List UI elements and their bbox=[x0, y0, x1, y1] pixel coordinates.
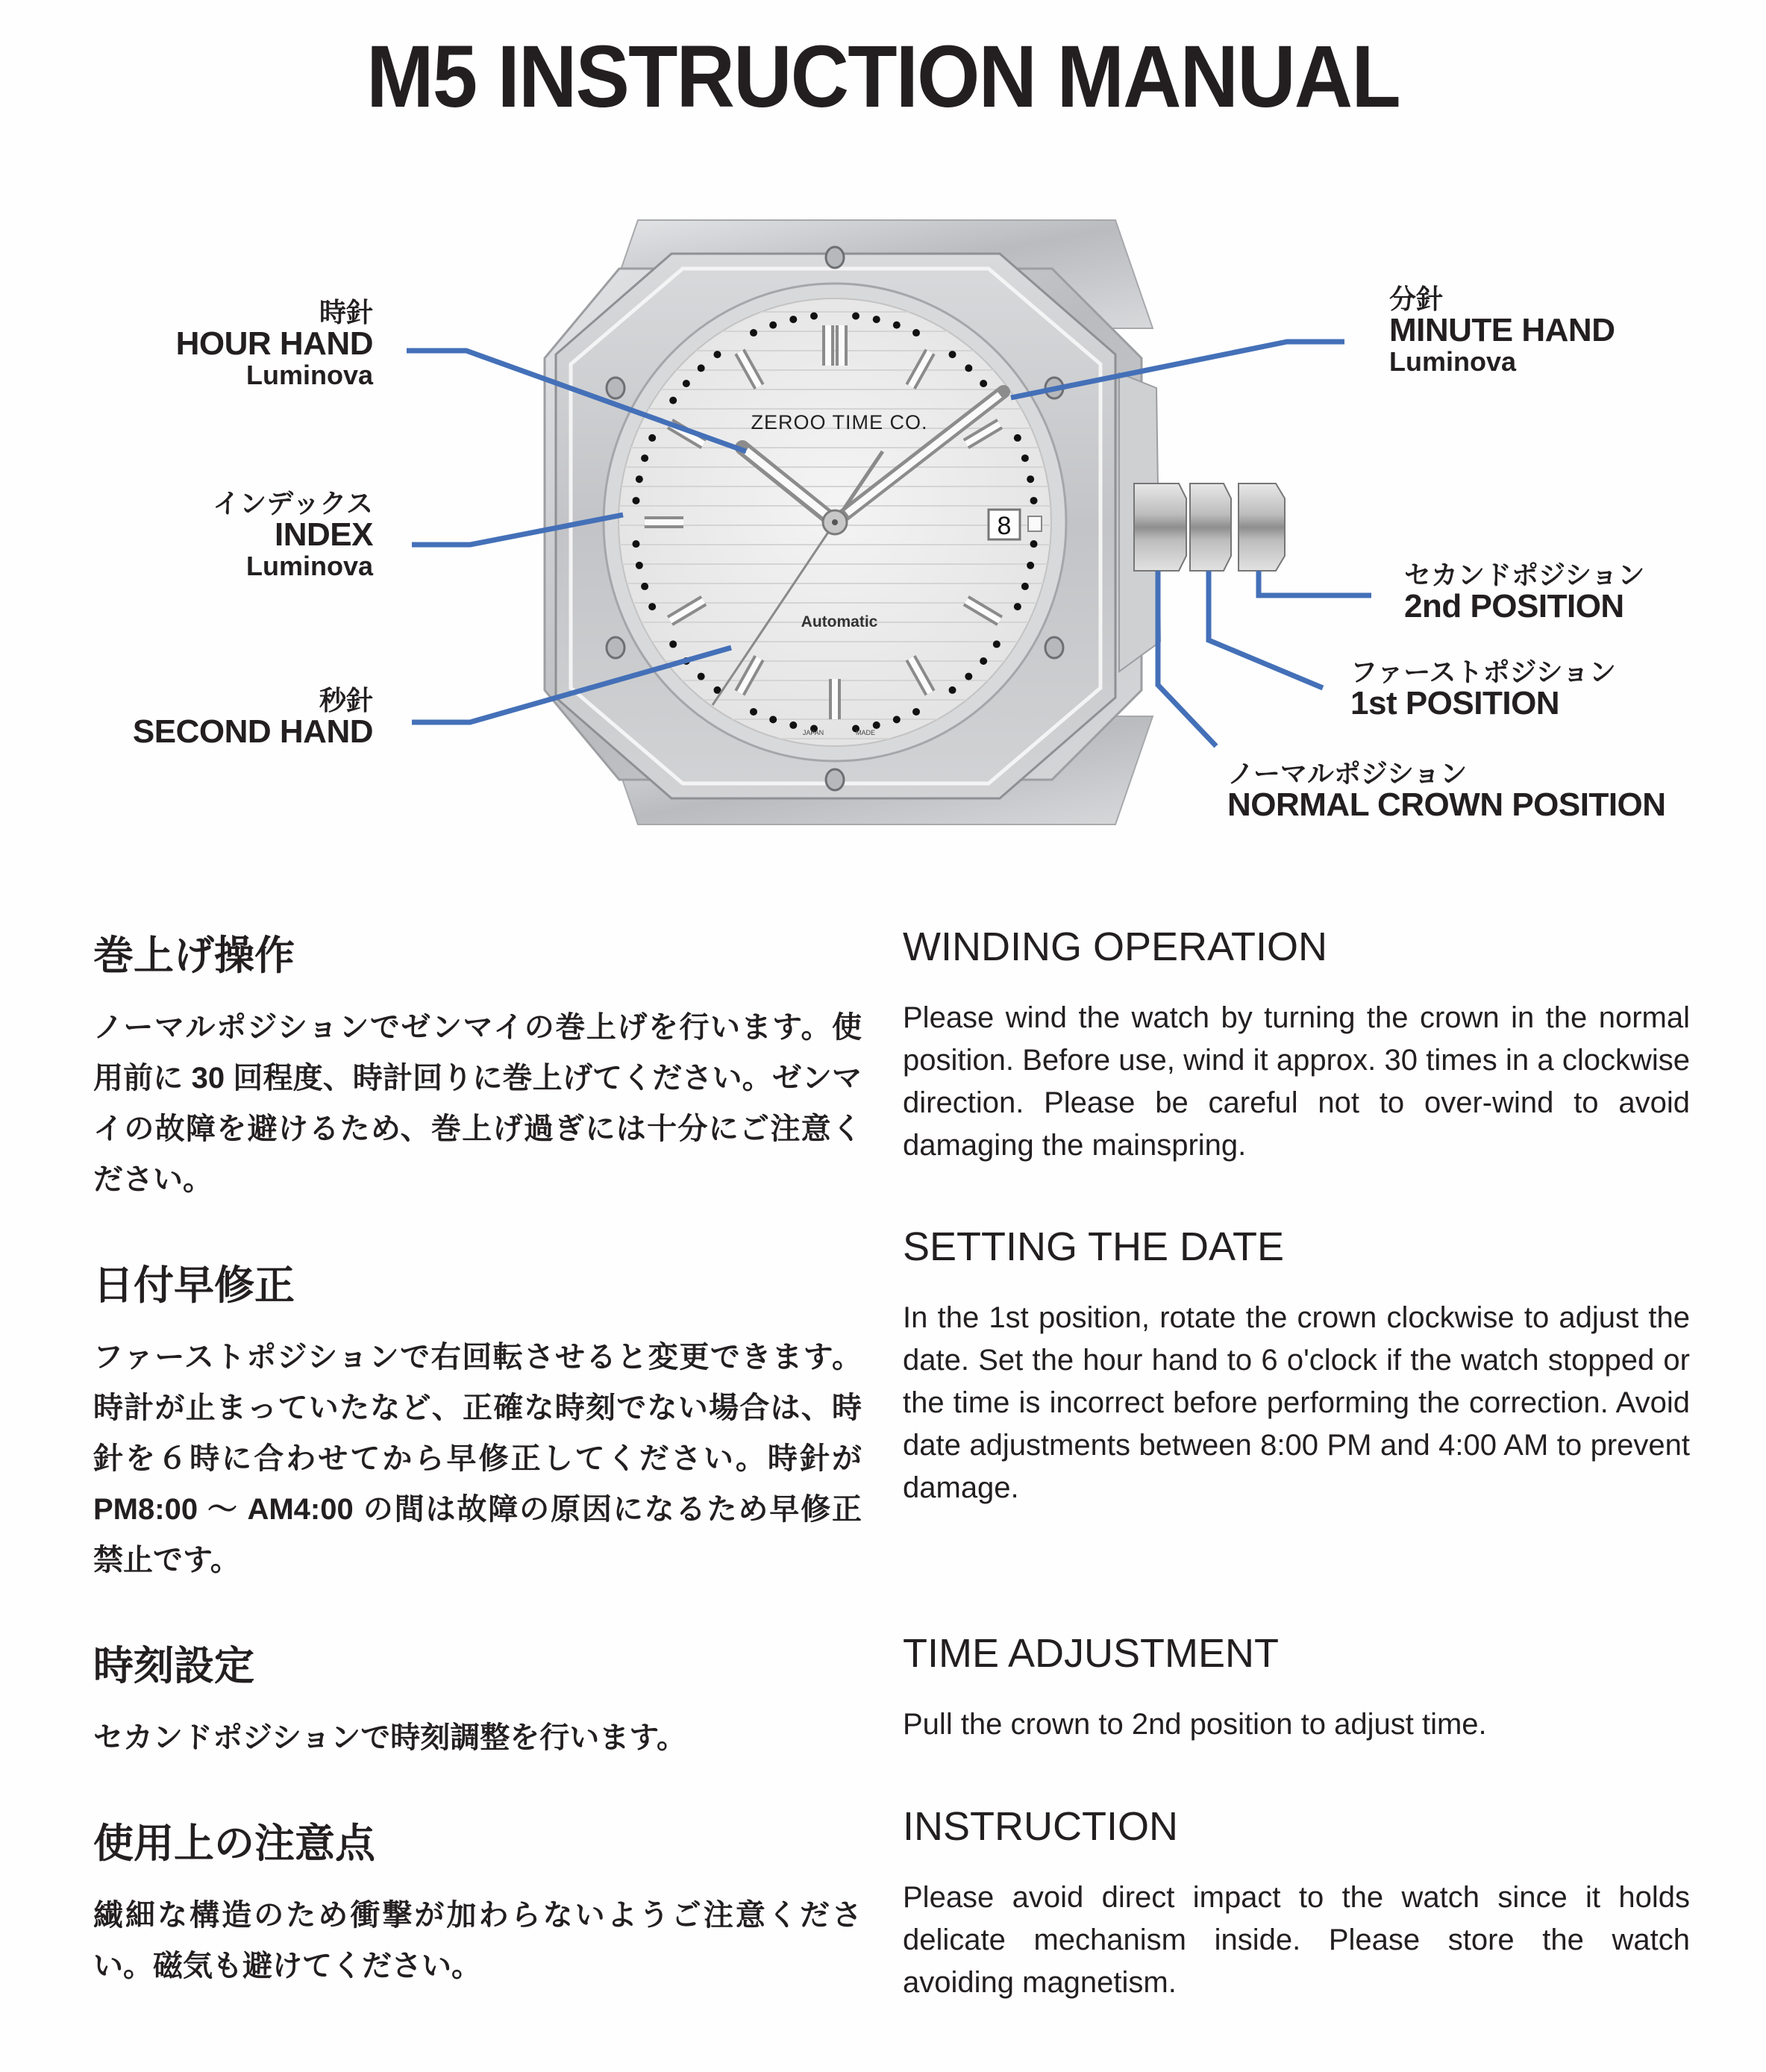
section-body: Please wind the watch by turning the crown in the normal position. Before use, wind it approx. 30 times in a clockwise direction. Please be careful not to over-wind to avoid damaging the mainspring. bbox=[903, 1001, 1690, 1162]
minute-dot bbox=[1027, 562, 1034, 569]
dial-brand: ZEROO TIME CO. bbox=[751, 411, 928, 434]
callout-minute-hand-en: MINUTE HAND bbox=[1389, 311, 1615, 348]
callout-2nd-position-jp: セカンドポジション bbox=[1404, 560, 1645, 590]
minute-dot bbox=[852, 313, 859, 320]
date-value: 8 bbox=[997, 512, 1012, 540]
page-title: M5 INSTRUCTION MANUAL bbox=[366, 28, 1400, 126]
minute-dot bbox=[1014, 603, 1021, 610]
section-heading: 日付早修正 bbox=[93, 1263, 295, 1308]
minute-dot bbox=[965, 673, 972, 680]
callout-index-sub: Luminova bbox=[245, 550, 373, 581]
minute-dot bbox=[810, 313, 818, 320]
section-heading: WINDING OPERATION bbox=[903, 924, 1328, 969]
callout-normal-position bbox=[1227, 760, 1666, 822]
section-heading: INSTRUCTION bbox=[903, 1804, 1178, 1849]
section-body: ファーストポジションで右回転させると変更できます。時計が止まっていたなど、正確な時刻でない場合は、時針を６時に合わせてから早修正してください。時針が PM8:00 ～ AM4:00 の間は故障の原因になるため早修正禁止です。 bbox=[93, 1341, 862, 1577]
section-jp-date bbox=[93, 1253, 862, 1586]
callout-2nd-position bbox=[1404, 561, 1644, 624]
callout-line-1st-position bbox=[1209, 571, 1323, 688]
callout-second-hand bbox=[133, 686, 373, 749]
minute-dot bbox=[750, 708, 757, 716]
minute-dot bbox=[698, 673, 705, 680]
section-body: In the 1st position, rotate the crown clockwise to adjust the date. Set the hour hand to 6 o'clock if the watch stopped or the time is incorrect before performing the correction. Avoid date adjustments between 8:00 PM and 4:00 AM to prevent damage. bbox=[903, 1301, 1690, 1504]
minute-dot bbox=[769, 716, 777, 723]
callout-hour-hand-sub: Luminova bbox=[245, 359, 373, 390]
callout-hour-hand-en: HOUR HAND bbox=[175, 325, 373, 362]
callout-1st-position bbox=[1350, 658, 1616, 721]
callout-minute-hand bbox=[1389, 285, 1615, 376]
callout-normal-position-jp: ノーマルポジション bbox=[1227, 758, 1468, 789]
minute-dot bbox=[1014, 434, 1021, 442]
section-en-instruction bbox=[903, 1803, 1690, 2004]
minute-dot bbox=[648, 603, 656, 610]
section-heading: 時刻設定 bbox=[93, 1644, 254, 1688]
section-en-time bbox=[903, 1630, 1690, 1746]
minute-dot bbox=[893, 322, 901, 329]
section-heading: TIME ADJUSTMENT bbox=[903, 1631, 1280, 1676]
minute-dot bbox=[669, 397, 677, 404]
section-heading: SETTING THE DATE bbox=[903, 1224, 1285, 1269]
minute-dot bbox=[980, 657, 987, 665]
minute-dot bbox=[893, 716, 901, 723]
minute-dot bbox=[912, 329, 920, 337]
minute-dot bbox=[769, 322, 777, 329]
minute-dot bbox=[789, 722, 797, 729]
callout-index bbox=[213, 489, 373, 580]
callout-normal-position-en: NORMAL CROWN POSITION bbox=[1227, 786, 1666, 823]
callout-second-hand-jp: 秒針 bbox=[319, 685, 373, 716]
section-en-winding bbox=[903, 924, 1690, 1167]
dial-automatic: Automatic bbox=[801, 613, 878, 630]
minute-dot bbox=[713, 351, 721, 358]
minute-dot bbox=[1030, 497, 1038, 504]
section-en-date bbox=[903, 1224, 1690, 1509]
callout-index-en: INDEX bbox=[275, 516, 373, 553]
minute-dot bbox=[632, 540, 639, 548]
section-body: ノーマルポジションでゼンマイの巻上げを行います。使用前に 30 回程度、時計回りに巻上げてください。ゼンマイの故障を避けるため、巻上げ過ぎには十分にご注意ください。 bbox=[93, 1011, 862, 1196]
minute-dot bbox=[1021, 454, 1029, 462]
callout-minute-hand-jp: 分針 bbox=[1389, 284, 1444, 314]
callout-hour-hand bbox=[176, 298, 373, 389]
section-body: セカンドポジションで時刻調整を行います。 bbox=[93, 1721, 686, 1754]
minute-dot bbox=[949, 351, 956, 358]
callout-1st-position-en: 1st POSITION bbox=[1350, 684, 1560, 722]
section-heading: 使用上の注意点 bbox=[93, 1821, 375, 1866]
callout-line-2nd-position bbox=[1259, 571, 1371, 595]
minute-dot bbox=[750, 329, 757, 337]
minute-dot bbox=[636, 475, 643, 483]
minute-dot bbox=[683, 380, 690, 387]
minute-dot bbox=[641, 583, 648, 590]
minute-dot bbox=[1027, 475, 1034, 483]
section-jp-winding bbox=[93, 924, 862, 1205]
callout-index-jp: インデックス bbox=[213, 488, 373, 519]
minute-dot bbox=[873, 722, 880, 729]
minute-dot bbox=[789, 316, 797, 323]
minute-dot bbox=[636, 562, 643, 569]
section-body: Pull the crown to 2nd position to adjust time. bbox=[903, 1708, 1487, 1741]
minute-dot bbox=[873, 316, 880, 323]
callout-hour-hand-jp: 時針 bbox=[319, 297, 373, 328]
minute-dot bbox=[698, 364, 705, 372]
minute-dot bbox=[949, 686, 956, 694]
section-jp-time bbox=[93, 1634, 862, 1763]
callout-minute-hand-sub: Luminova bbox=[1389, 345, 1517, 377]
minute-dot bbox=[641, 454, 648, 462]
section-body: 繊細な構造のため衝撃が加わらないようご注意ください。磁気も避けてください。 bbox=[93, 1899, 862, 1982]
dial-footer-japan: JAPAN bbox=[802, 729, 824, 736]
minute-dot bbox=[1021, 583, 1029, 590]
crown-positions bbox=[1134, 483, 1285, 571]
dial-footer-made: MADE bbox=[855, 729, 876, 736]
minute-dot bbox=[980, 380, 987, 387]
minute-dot bbox=[648, 434, 656, 442]
callout-second-hand-en: SECOND HAND bbox=[132, 713, 373, 750]
callout-1st-position-jp: ファーストポジション bbox=[1350, 657, 1616, 687]
section-body: Please avoid direct impact to the watch since it holds delicate mechanism inside. Please store the watch avoiding magnetism. bbox=[903, 1881, 1690, 1999]
callout-2nd-position-en: 2nd POSITION bbox=[1404, 587, 1624, 625]
minute-dot bbox=[669, 640, 677, 648]
minute-dot bbox=[993, 640, 1001, 648]
section-heading: 巻上げ操作 bbox=[93, 933, 295, 978]
minute-dot bbox=[965, 364, 972, 372]
minute-dot bbox=[632, 497, 639, 504]
minute-dot bbox=[912, 708, 920, 716]
minute-dot bbox=[1030, 540, 1038, 548]
section-jp-caution bbox=[93, 1812, 862, 1991]
